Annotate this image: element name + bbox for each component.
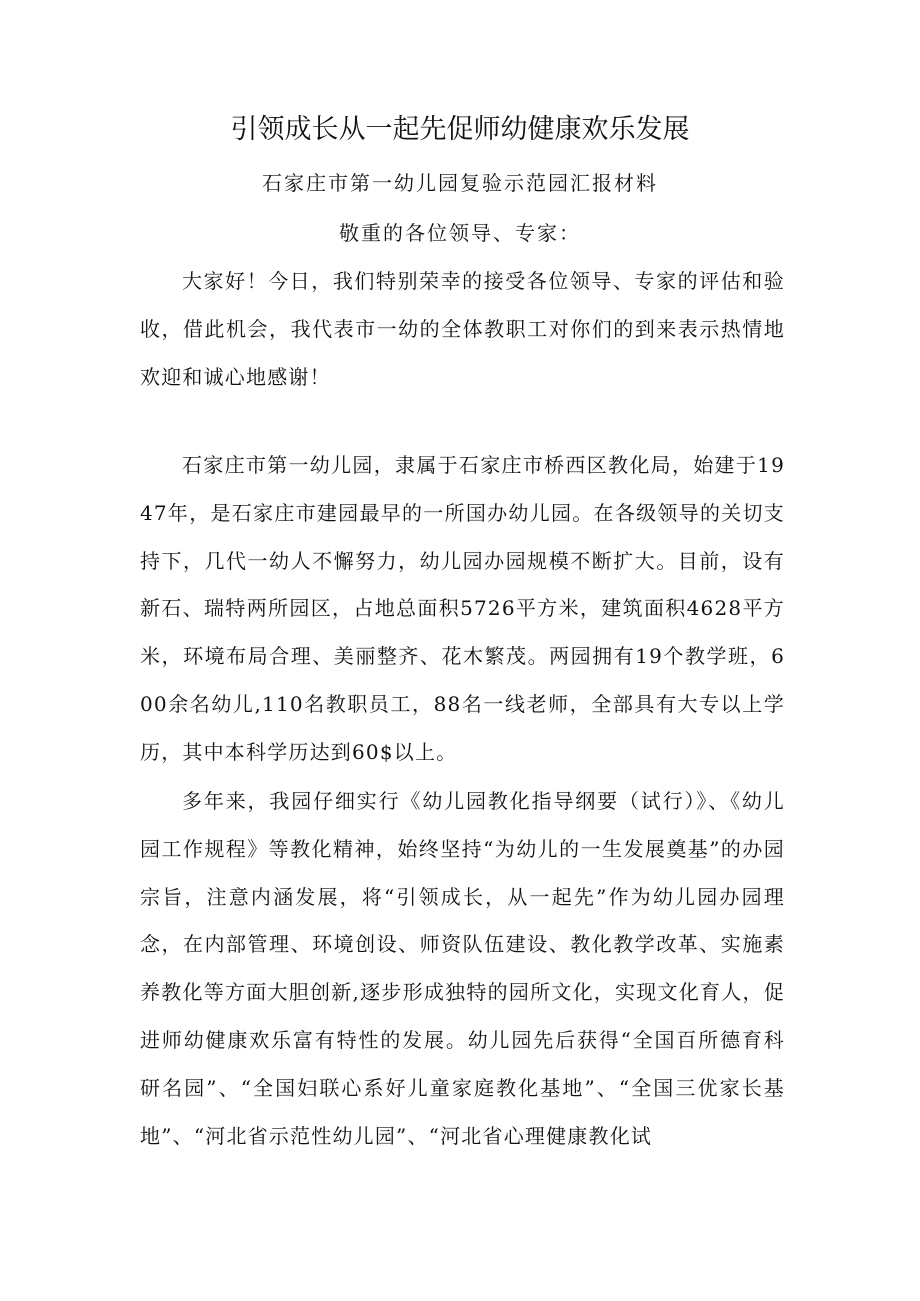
salutation: 敬重的各位领导、专家： bbox=[339, 221, 581, 245]
paragraph-philosophy: 多年来，我园仔细实行《幼儿园教化指导纲要（试行）》、《幼儿园工作规程》等教化精神，始终坚持“为幼儿的一生发展奠基”的办园宗旨，注意内涵发展，将“引领成长，从一起先”作为幼儿园办园理念，在内部管理、环境创设、师资队伍建设、教化教学改革、实施素养教化等方面大胆创新,逐步形成独特的园所文化，实现文化育人，促进师幼健康欢乐富有特性的发展。幼儿园先后获得“全国百所德育科研名园”、“全国妇联心系好儿童家庭教化基地”、“全国三优家长基地”、“河北省示范性幼儿园”、“河北省心理健康教化试 bbox=[140, 789, 785, 1148]
document-subtitle: 石家庄市第一幼儿园复验示范园汇报材料 bbox=[262, 171, 658, 195]
paragraph-introduction: 石家庄市第一幼儿园，隶属于石家庄市桥西区教化局，始建于1947年，是石家庄市建园最早的一所国办幼儿园。在各级领导的关切支持下，几代一幼人不懈努力，幼儿园办园规模不断扩大。目前，设有新石、瑞特两所园区，占地总面积5726平方米，建筑面积4628平方米，环境布局合理、美丽整齐、花木繁茂。两园拥有19个教学班，600余名幼儿,110名教职员工，88名一线老师，全部具有大专以上学历，其中本科学历达到60$以上。 bbox=[140, 453, 785, 764]
paragraph-greeting: 大家好！今日，我们特别荣幸的接受各位领导、专家的评估和验收，借此机会，我代表市一幼的全体教职工对你们的到来表示热情地欢迎和诚心地感谢！ bbox=[140, 269, 785, 389]
document-title: 引领成长从一起先促师幼健康欢乐发展 bbox=[230, 114, 690, 145]
